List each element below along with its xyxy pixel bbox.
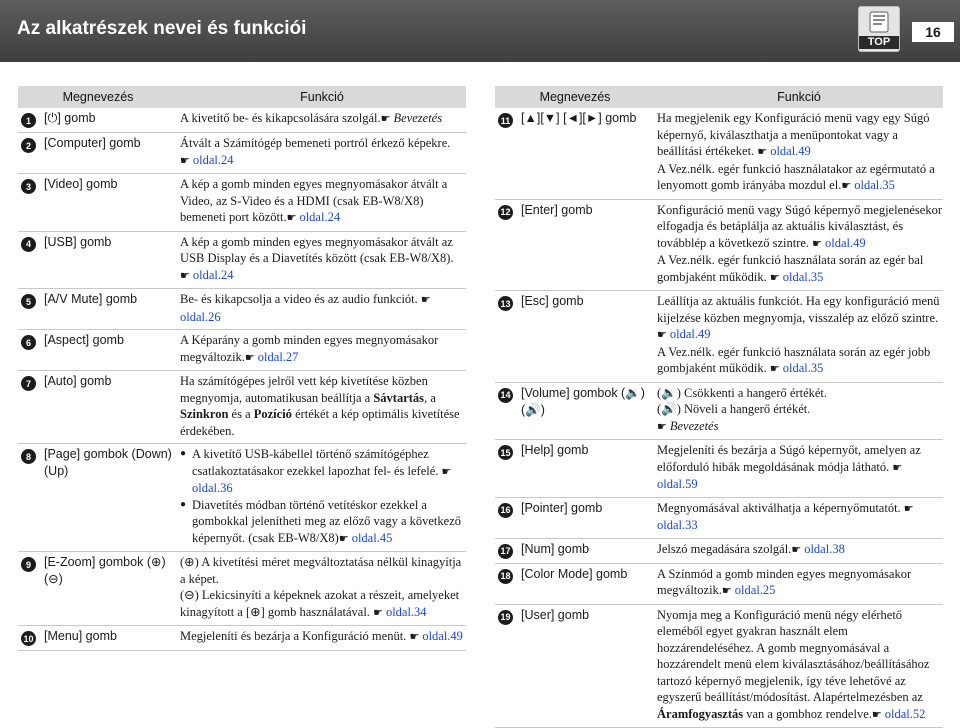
column-header-name: Megnevezés — [495, 90, 655, 104]
page-link[interactable]: oldal.36 — [192, 481, 233, 495]
func-text: Leállítja az aktuális funkciót. Ha egy konfiguráció menü kijelzése közben megnyomja, visszalép az előző szintre. — [657, 294, 940, 325]
table-row — [18, 371, 466, 444]
page-link[interactable]: oldal.49 — [670, 327, 711, 341]
page-link[interactable]: oldal.52 — [885, 707, 926, 721]
table-row — [495, 605, 943, 728]
func-text: és a — [228, 407, 253, 421]
func-text: A kivetítő USB-kábellel történő számítógéphez csatlakoztatásakor ezekkel lapozhat fel- és lefelé. — [192, 447, 442, 478]
function-description — [180, 110, 466, 128]
func-text: Átvált a Számítógép bemeneti portról érkező képekre. — [180, 136, 450, 150]
func-text: Nyomja meg a Konfiguráció menü négy elérhető eleméből egyet gyakran használt elem hozzárendeléséhez. A gomb megnyomásával a hozzárendelt menü elem kiválasztásához/beállításához tartozó képernyő megjelenik, így téve lehetővé az egyszerű beállítást/módosítást. Alapértelmezésben az — [657, 608, 929, 705]
reference-hand-icon: ☛ — [373, 606, 383, 619]
bullet-item — [180, 497, 466, 548]
item-number-badge: 10 — [21, 631, 36, 646]
page-link[interactable]: oldal.59 — [657, 477, 698, 491]
func-text: Bevezetés — [670, 419, 719, 433]
page-link[interactable]: oldal.49 — [770, 144, 811, 158]
func-text: Megjeleníti és bezárja a Konfiguráció menüt. — [180, 629, 409, 643]
table-row — [495, 564, 943, 605]
function-description — [180, 373, 466, 439]
reference-hand-icon: ☛ — [770, 362, 780, 375]
button-name: [Help] gomb — [521, 442, 657, 493]
table-row — [495, 200, 943, 292]
function-description — [180, 291, 466, 325]
bullet-icon: ● — [180, 446, 192, 497]
func-text: A Képarány a gomb minden egyes megnyomásakor megváltozik. — [180, 333, 438, 364]
page-header — [0, 0, 960, 62]
button-name: [▲][▼] [◄][►] gomb — [521, 110, 657, 195]
right-table — [495, 86, 943, 728]
item-number-badge: 3 — [21, 179, 36, 194]
func-text: van a gombhoz rendelve. — [743, 707, 872, 721]
button-name: [Enter] gomb — [521, 202, 657, 287]
page-title: Az alkatrészek nevei és funkciói — [17, 18, 306, 40]
page-link[interactable]: oldal.34 — [386, 605, 427, 619]
item-number-badge: 16 — [498, 503, 513, 518]
page-link[interactable]: oldal.24 — [193, 268, 234, 282]
page-link[interactable]: oldal.35 — [783, 270, 824, 284]
button-name: [User] gomb — [521, 607, 657, 724]
table-row — [18, 174, 466, 232]
table-row — [495, 440, 943, 498]
reference-hand-icon: ☛ — [381, 112, 391, 125]
item-number-badge: 4 — [21, 237, 36, 252]
page-number: 16 — [912, 22, 954, 42]
button-name: [A/V Mute] gomb — [44, 291, 180, 325]
reference-hand-icon: ☛ — [245, 351, 255, 364]
func-text: Be- és kikapcsolja a video és az audio funkciót. — [180, 292, 421, 306]
reference-hand-icon: ☛ — [722, 584, 732, 597]
page-link[interactable]: oldal.45 — [352, 531, 393, 545]
left-table — [18, 86, 466, 651]
button-name: [Page] gombok (Down) (Up) — [44, 446, 180, 547]
page-link[interactable]: oldal.25 — [735, 583, 776, 597]
table-row — [18, 444, 466, 552]
left-table-header — [18, 86, 466, 108]
page-link[interactable]: oldal.27 — [258, 350, 299, 364]
reference-hand-icon: ☛ — [872, 708, 882, 721]
function-description — [180, 554, 466, 621]
function-description — [180, 234, 466, 285]
item-number-badge: 13 — [498, 296, 513, 311]
reference-hand-icon: ☛ — [421, 293, 431, 306]
page-link[interactable]: oldal.49 — [825, 236, 866, 250]
column-header-name: Megnevezés — [18, 90, 178, 104]
reference-hand-icon: ☛ — [657, 328, 667, 341]
func-text: Pozíció — [254, 407, 292, 421]
func-text: A Színmód a gomb minden egyes megnyomásakor megváltozik. — [657, 567, 911, 598]
bullet-icon: ● — [180, 497, 192, 548]
item-number-badge: 14 — [498, 388, 513, 403]
page-link[interactable]: oldal.35 — [854, 178, 895, 192]
function-description — [657, 293, 943, 378]
column-header-function: Funkció — [178, 90, 466, 104]
func-text: , a — [424, 391, 436, 405]
reference-hand-icon: ☛ — [791, 543, 801, 556]
button-name: [Volume] gombok (🔉) (🔊) — [521, 385, 657, 436]
page-link[interactable]: oldal.24 — [299, 210, 340, 224]
reference-hand-icon: ☛ — [180, 269, 190, 282]
func-text: A Vez.nélk. egér funkció használatakor az egérmutató a lenyomott gomb irányába mozdul el. — [657, 162, 935, 193]
page-link[interactable]: oldal.33 — [657, 518, 698, 532]
func-text: Megnyomásával aktiválhatja a képernyőmutatót. — [657, 501, 904, 515]
button-name: [E-Zoom] gombok (⊕) (⊖) — [44, 554, 180, 621]
func-text: A Vez.nélk. egér funkció használata során az egér jobb gombjaként működik. — [657, 345, 930, 376]
item-number-badge: 12 — [498, 205, 513, 220]
item-number-badge: 7 — [21, 376, 36, 391]
page-link[interactable]: oldal.24 — [193, 153, 234, 167]
table-row — [495, 108, 943, 200]
func-text: Ha megjelenik egy Konfiguráció menü vagy egy Súgó képernyő, kiválaszthatja a menüpontokat vagy a beállítási értékeket. — [657, 111, 930, 158]
function-description — [657, 541, 943, 559]
func-text: Ha számítógépes jelről vett kép kivetítése közben megnyomja, automatikusan beállítja a — [180, 374, 428, 405]
function-description — [657, 442, 943, 493]
column-header-function: Funkció — [655, 90, 943, 104]
function-description — [657, 385, 943, 436]
func-text: Áramfogyasztás — [657, 707, 743, 721]
reference-hand-icon: ☛ — [841, 179, 851, 192]
item-number-badge: 6 — [21, 335, 36, 350]
item-number-badge: 5 — [21, 294, 36, 309]
func-text: Diavetítés módban történő vetítéskor ezekkel a gombokkal jelenítheti meg az előző vagy a következő képernyőt. (csak EB-W8/X8) — [192, 498, 461, 545]
func-text: Konfiguráció menü vagy Súgó képernyő megjelenésekor elfogadja és betáplálja az aktuális kiválasztást, és továbblép a következő szintre. — [657, 203, 942, 250]
page-link[interactable]: oldal.26 — [180, 310, 221, 324]
top-button[interactable] — [858, 6, 900, 52]
func-text: A kép a gomb minden egyes megnyomásakor átvált az USB Display és a Diavetítés között (csak EB-W8/X8). — [180, 235, 454, 266]
function-description — [657, 202, 943, 287]
item-number-badge: 1 — [21, 113, 36, 128]
table-row — [18, 133, 466, 174]
button-name: [Auto] gomb — [44, 373, 180, 439]
table-row — [495, 291, 943, 383]
reference-hand-icon: ☛ — [757, 145, 767, 158]
reference-hand-icon: ☛ — [812, 237, 822, 250]
item-number-badge: 15 — [498, 445, 513, 460]
reference-hand-icon: ☛ — [287, 211, 297, 224]
function-description — [657, 566, 943, 600]
reference-hand-icon: ☛ — [657, 420, 667, 433]
function-description — [180, 135, 466, 169]
func-text: (⊕) A kivetítési méret megváltoztatása nélkül kinagyítja a képet. — [180, 555, 461, 586]
item-number-badge: 8 — [21, 449, 36, 464]
bullet-text — [192, 497, 466, 548]
top-label: TOP — [859, 36, 899, 49]
bullet-text — [192, 446, 466, 497]
table-row — [495, 498, 943, 539]
func-text: A Vez.nélk. egér funkció használata során az egér bal gombjaként működik. — [657, 253, 923, 284]
table-row — [18, 552, 466, 626]
reference-hand-icon: ☛ — [904, 502, 914, 515]
table-row — [18, 108, 466, 133]
function-description — [657, 110, 943, 195]
button-name: [Aspect] gomb — [44, 332, 180, 366]
func-text: (🔊) Növeli a hangerő értékét. — [657, 402, 810, 416]
button-name: [Pointer] gomb — [521, 500, 657, 534]
table-row — [495, 539, 943, 564]
item-number-badge: 19 — [498, 610, 513, 625]
bullet-item — [180, 446, 466, 497]
book-icon — [868, 10, 890, 34]
table-row — [18, 232, 466, 290]
function-description — [180, 332, 466, 366]
table-row — [18, 289, 466, 330]
func-text: Jelszó megadására szolgál. — [657, 542, 791, 556]
button-name: [⏻] gomb — [44, 110, 180, 128]
table-row — [18, 626, 466, 651]
func-text: A kivetítő be- és kikapcsolására szolgál. — [180, 111, 381, 125]
item-number-badge: 17 — [498, 544, 513, 559]
item-number-badge: 11 — [498, 113, 513, 128]
button-name: [USB] gomb — [44, 234, 180, 285]
reference-hand-icon: ☛ — [442, 465, 452, 478]
reference-hand-icon: ☛ — [409, 630, 419, 643]
func-text: értékét a kép optimális kivetítése érdekében. — [180, 407, 460, 438]
reference-hand-icon: ☛ — [892, 461, 902, 474]
button-name: [Video] gomb — [44, 176, 180, 227]
func-text: A kép a gomb minden egyes megnyomásakor átvált a Video, az S-Video és a HDMI (csak EB-W8/X8) bemeneti port között. — [180, 177, 447, 224]
button-name: [Num] gomb — [521, 541, 657, 559]
function-description — [657, 500, 943, 534]
button-name: [Esc] gomb — [521, 293, 657, 378]
function-description — [180, 628, 466, 646]
func-text: (🔉) Csökkenti a hangerő értékét. — [657, 386, 827, 400]
func-text: Megjeleníti és bezárja a Súgó képernyőt, amelyen az előforduló hibák megoldásának módja látható. — [657, 443, 921, 474]
page-link[interactable]: oldal.35 — [783, 361, 824, 375]
table-row — [18, 330, 466, 371]
right-table-header — [495, 86, 943, 108]
func-text: Sávtartás — [373, 391, 424, 405]
reference-hand-icon: ☛ — [339, 532, 349, 545]
function-description — [657, 607, 943, 724]
item-number-badge: 2 — [21, 138, 36, 153]
page-link[interactable]: oldal.49 — [422, 629, 463, 643]
button-name: [Computer] gomb — [44, 135, 180, 169]
func-text: Szinkron — [180, 407, 228, 421]
function-description — [180, 446, 466, 547]
table-row — [495, 383, 943, 441]
reference-hand-icon: ☛ — [770, 271, 780, 284]
function-description — [180, 176, 466, 227]
button-name: [Color Mode] gomb — [521, 566, 657, 600]
func-text: (⊖) Lekicsinyíti a képeknek azokat a részeit, amelyeket kinagyított a [⊕] gomb használatával. — [180, 588, 459, 619]
item-number-badge: 18 — [498, 569, 513, 584]
reference-hand-icon: ☛ — [180, 154, 190, 167]
item-number-badge: 9 — [21, 557, 36, 572]
button-name: [Menu] gomb — [44, 628, 180, 646]
page-link[interactable]: oldal.38 — [804, 542, 845, 556]
func-text: Bevezetés — [394, 111, 443, 125]
